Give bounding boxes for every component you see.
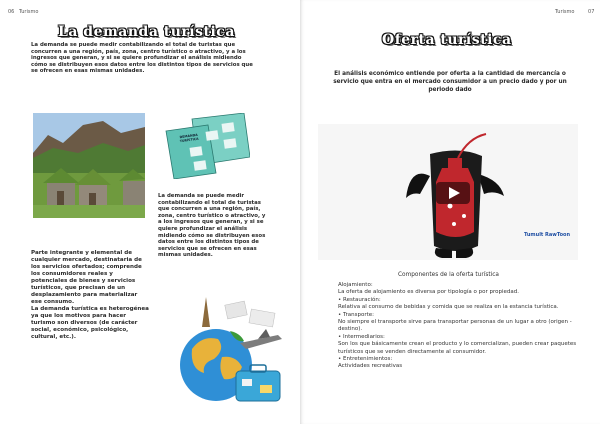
page-header xyxy=(555,9,594,15)
list-item: No siempre el transporte sirve para transportar personas de un lugar a otro (origen - destino). xyxy=(338,319,572,333)
running-head: Turismo xyxy=(18,9,39,15)
list-item: Alojamiento: xyxy=(338,282,373,288)
video-logo: Tumult RawToon xyxy=(524,232,571,238)
components-title: Componentes de la oferta turística xyxy=(398,272,499,278)
page-number: 06 xyxy=(8,9,15,15)
list-item: • Intermediarios: xyxy=(338,333,385,340)
globe-travel-illustration xyxy=(168,295,290,410)
page-title: La demanda turística xyxy=(58,24,235,40)
video-player[interactable] xyxy=(318,124,578,260)
page-title: Oferta turística xyxy=(382,32,512,48)
running-head: Turismo xyxy=(555,9,575,15)
page-number: 07 xyxy=(588,9,595,15)
intro-paragraph: La demanda se puede medir contabilizando el total de turistas que concurren a una región, país, zona, centro turístico o atractivo, y a los ingresos que generan, y si se quiere profundizar el análisis midiendo cómo se distribuyen esos datos entre los distintos tipos de servicios que se ofrecen en esas mismas unidades. xyxy=(31,42,253,75)
list-item: Actividades recreativas xyxy=(338,363,403,370)
booklet-cover-text: DEMANDA TURÍSTICA xyxy=(179,132,199,144)
list-item: Son los que básicamente crean el producto y lo comercializan, pueden crear paquetes turísticos que se venden directamente al consumidor. xyxy=(338,341,577,355)
page-header xyxy=(8,9,38,15)
components-list xyxy=(338,282,578,371)
demand-description: Parte integrante y elemental de cualquier mercado, destinataria de los servicios ofertados; comprende los consumidores reales y potenciales de bienes y servicios turísticos, que precisan de un desplazamiento para materializar ese consumo. La demanda turística es heterogénea ya que los motivos para hacer turismo son diversos (de carácter social, económico, psicológico, cultural, etc.). xyxy=(31,250,149,340)
right-page xyxy=(300,0,600,424)
list-item: • Restauración: xyxy=(338,296,381,303)
repeat-paragraph: La demanda se puede medir contabilizando el total de turistas que concurren a una región, país, zona, centro turístico o atractivo, y a los ingresos que generan, y si se quiere profundizar el análisis midiendo cómo se distribuyen esos datos entre los distintos tipos de servicios que se ofrecen en esas mismas unidades. xyxy=(158,193,266,259)
booklet-illustration xyxy=(162,113,250,179)
list-item: Relativa al consumo de bebidas y comida que se realiza en la estancia turística. xyxy=(338,304,559,311)
list-item: La oferta de alojamiento es diversa por tipología o por propiedad. xyxy=(338,289,520,296)
turf-houses-photo xyxy=(33,113,145,218)
list-item: • Transporte: xyxy=(338,311,375,318)
list-item: • Entretenimientos: xyxy=(338,356,393,363)
intro-paragraph: El análisis económico entiende por oferta a la cantidad de mercancía o servicio que entra en el mercado consumidor a un precio dado y por un periodo dado xyxy=(333,71,567,93)
